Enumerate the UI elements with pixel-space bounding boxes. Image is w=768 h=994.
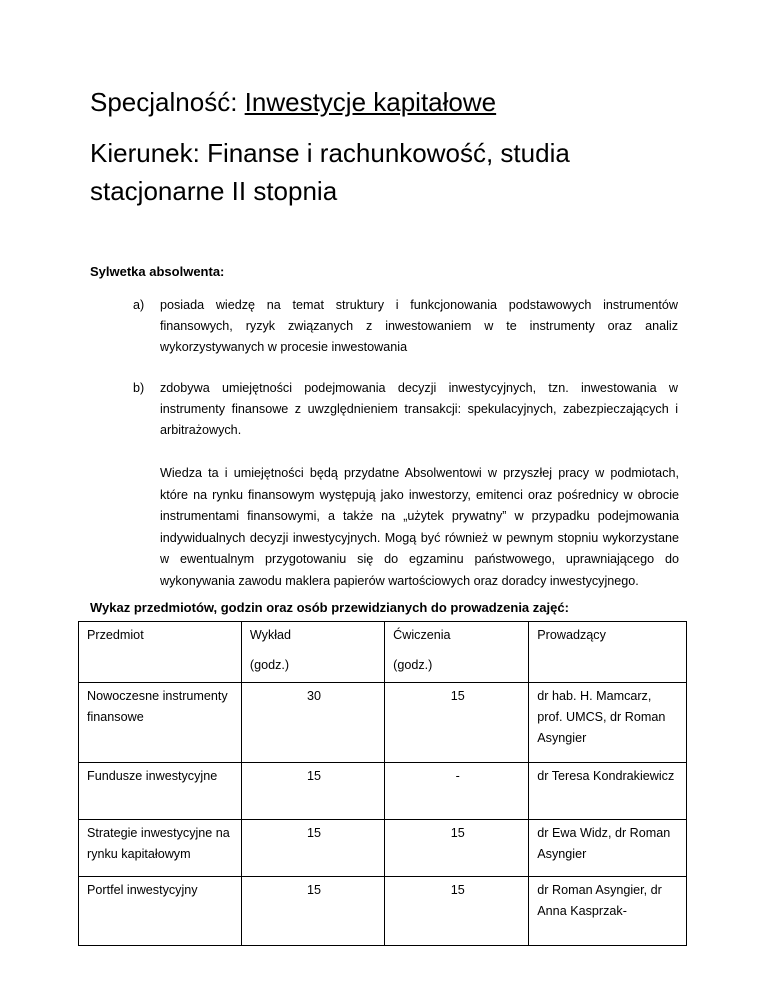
cell-lecture: 15 <box>241 877 384 946</box>
list-item-text: zdobywa umiejętności podejmowania decyzji inwestycyjnych, tzn. inwestowania w instrumenty finansowe z uwzględnieniem transakcji: spekulacyjnych, zabezpieczających i arbitrażowych. <box>160 381 678 437</box>
profile-title: Sylwetka absolwenta: <box>90 264 225 279</box>
cell-lecture: 15 <box>241 820 384 877</box>
cell-subject: Fundusze inwestycyjne <box>79 763 242 820</box>
specialty-name: Inwestycje kapitałowe <box>244 87 497 117</box>
header-exercises-unit: (godz.) <box>393 658 433 672</box>
table-header-row <box>79 622 687 683</box>
header-teacher <box>529 622 687 683</box>
table-row <box>79 683 687 763</box>
cell-subject: Portfel inwestycyjny <box>79 877 242 946</box>
header-lecture <box>241 622 384 683</box>
cell-teacher: dr Roman Asyngier, dr Anna Kasprzak- <box>529 877 687 946</box>
cell-lecture: 30 <box>241 683 384 763</box>
profile-item <box>135 295 678 358</box>
cell-exercises: 15 <box>385 683 529 763</box>
direction-heading: Kierunek: Finanse i rachunkowość, studia stacjonarne II stopnia <box>90 138 570 206</box>
cell-exercises: - <box>385 763 529 820</box>
profile-paragraph: Wiedza ta i umiejętności będą przydatne Absolwentowi w przyszłej pracy w podmiotach, które na rynku finansowym występują jako inwestorzy, emitenci oraz pośrednicy w obrocie instrumentami finansowymi, a także na „użytek prywatny” w przypadku podejmowania indywidualnych decyzji inwestycyjnych. Mogą być również w pewnym stopniu wykorzystane w ewentualnym przygotowaniu się do egzaminu państwowego, uprawniającego do wykonywania zawodu maklera papierów wartościowych oraz doradcy inwestycyjnego. <box>160 466 679 588</box>
profile-item <box>135 378 678 441</box>
header-subject <box>79 622 242 683</box>
table-row <box>79 877 687 946</box>
list-marker: a) <box>133 298 145 312</box>
cell-subject: Nowoczesne instrumenty finansowe <box>79 683 242 763</box>
table-title: Wykaz przedmiotów, godzin oraz osób przewidzianych do prowadzenia zajęć: <box>90 600 569 615</box>
cell-subject: Strategie inwestycyjne na rynku kapitałowym <box>79 820 242 877</box>
list-marker: b) <box>133 381 145 395</box>
courses-table <box>78 621 687 946</box>
cell-exercises: 15 <box>385 877 529 946</box>
cell-teacher: dr Ewa Widz, dr Roman Asyngier <box>529 820 687 877</box>
cell-exercises: 15 <box>385 820 529 877</box>
specialty-label: Specjalność: <box>90 87 245 117</box>
header-lecture-unit: (godz.) <box>249 658 290 672</box>
cell-teacher: dr Teresa Kondrakiewicz <box>529 763 687 820</box>
header-lecture-label: Wykład <box>249 628 292 642</box>
header-exercises <box>385 622 529 683</box>
header-exercises-label: Ćwiczenia <box>393 628 451 642</box>
table-row <box>79 820 687 877</box>
table-row <box>79 763 687 820</box>
header-teacher-label: Prowadzący <box>537 628 606 642</box>
list-item-text: posiada wiedzę na temat struktury i funkcjonowania podstawowych instrumentów finansowych, ryzyk związanych z inwestowaniem w te instrumenty oraz analiz wykorzystywanych w procesie inwestowania <box>160 298 678 354</box>
header-subject-label: Przedmiot <box>87 628 144 642</box>
cell-lecture: 15 <box>241 763 384 820</box>
specialty-heading <box>90 86 496 118</box>
cell-teacher: dr hab. H. Mamcarz, prof. UMCS, dr Roman Asyngier <box>529 683 687 763</box>
